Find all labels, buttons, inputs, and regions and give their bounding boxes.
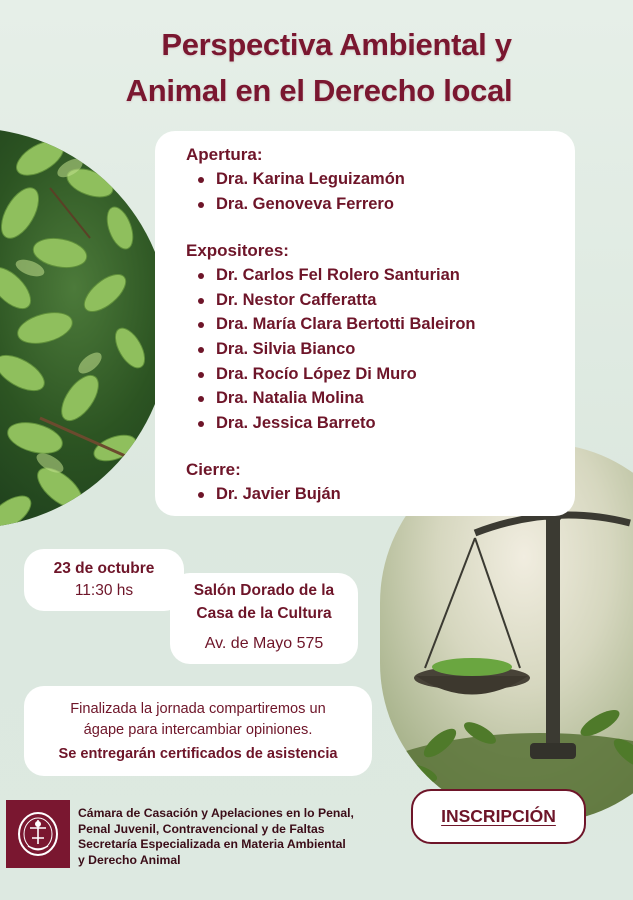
cierre-list xyxy=(186,482,575,507)
list-item: Dra. Rocío López Di Muro xyxy=(186,362,575,387)
court-logo xyxy=(6,800,70,868)
apertura-list xyxy=(186,167,575,216)
list-item: Dra. María Clara Bertotti Baleiron xyxy=(186,312,575,337)
org-line-3: Secretaría Especializada en Materia Ambiental xyxy=(78,837,346,852)
leaves-photo xyxy=(0,128,170,528)
expositores-heading: Expositores: xyxy=(186,241,289,261)
venue-line-1: Salón Dorado de la xyxy=(193,582,335,599)
event-time: 11:30 hs xyxy=(74,582,134,599)
list-item: Dra. Natalia Molina xyxy=(186,386,575,411)
apertura-heading: Apertura: xyxy=(186,145,263,164)
closing-note-card xyxy=(24,686,372,776)
page-title xyxy=(0,22,633,114)
list-item: Dra. Jessica Barreto xyxy=(186,411,575,436)
list-item: Dra. Karina Leguizamón xyxy=(186,167,575,192)
list-item: Dr. Javier Buján xyxy=(186,482,575,507)
org-line-1: Cámara de Casación y Apelaciones en lo Penal, xyxy=(78,806,354,820)
organization-name xyxy=(78,806,378,868)
leaves-image xyxy=(0,128,170,528)
org-line-2: Penal Juvenil, Contravencional y de Faltas xyxy=(78,821,325,836)
venue-address: Av. de Mayo 575 xyxy=(204,635,324,652)
title-line-1: Perspectiva Ambiental y xyxy=(161,27,512,62)
court-emblem-icon xyxy=(16,810,60,858)
list-item: Dra. Genoveva Ferrero xyxy=(186,192,575,217)
date-card xyxy=(24,549,184,611)
cierre-heading: Cierre: xyxy=(186,460,241,480)
speakers-card xyxy=(155,131,575,516)
note-line-2: ágape para intercambiar opiniones. xyxy=(83,722,313,738)
inscripcion-button[interactable]: INSCRIPCIÓN xyxy=(411,789,586,844)
certificates-note: Se entregarán certificados de asistencia xyxy=(58,746,338,762)
note-line-1: Finalizada la jornada compartiremos un xyxy=(70,701,326,717)
event-date: 23 de octubre xyxy=(53,560,155,577)
venue-card xyxy=(170,573,358,664)
list-item: Dr. Nestor Cafferatta xyxy=(186,288,575,313)
expositores-list xyxy=(186,263,575,435)
org-line-4: y Derecho Animal xyxy=(78,852,181,867)
title-line-2: Animal en el Derecho local xyxy=(125,73,513,108)
venue-line-2: Casa de la Cultura xyxy=(196,604,332,622)
list-item: Dra. Silvia Bianco xyxy=(186,337,575,362)
list-item: Dr. Carlos Fel Rolero Santurian xyxy=(186,263,575,288)
